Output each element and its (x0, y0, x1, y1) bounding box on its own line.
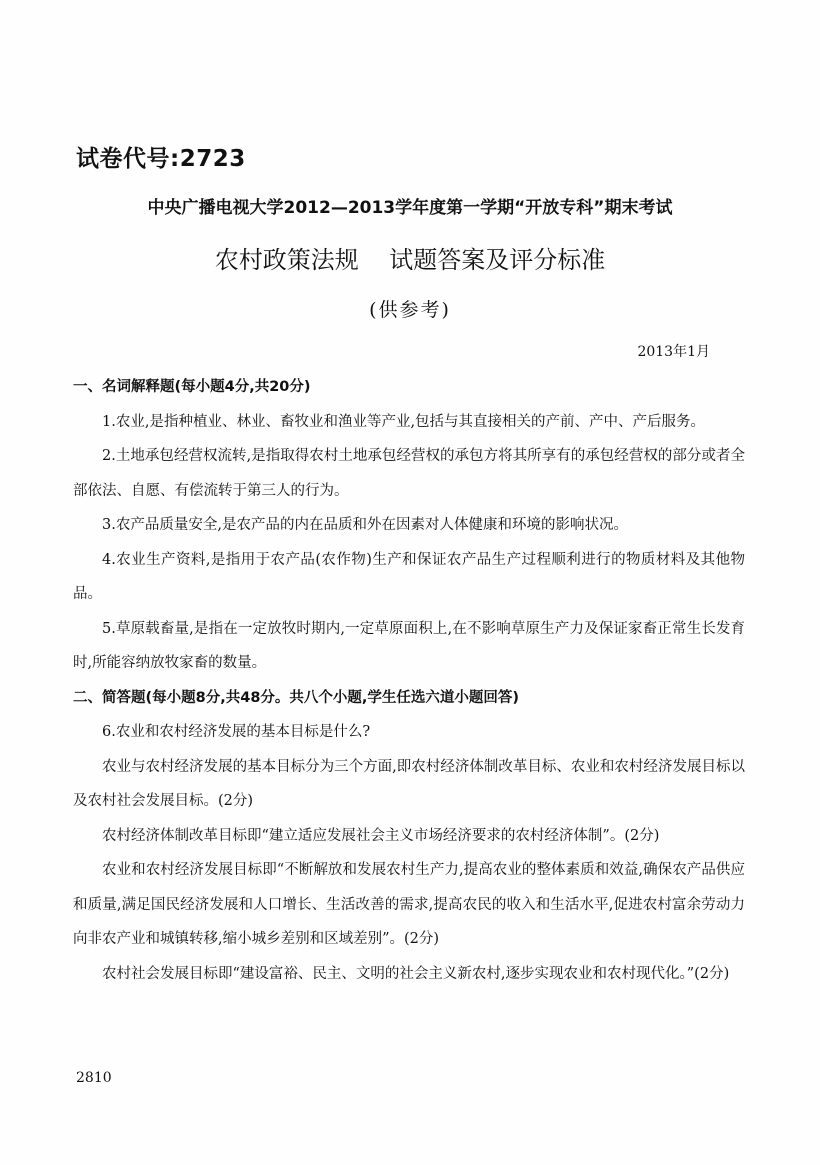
answer-paragraph-4: 农村社会发展目标即“建设富裕、民主、文明的社会主义新农村,逐步实现农业和农村现代化。”(2分) (102, 965, 730, 982)
definition-item-4: 4.农业生产资料,是指用于农产品(农作物)生产和保证农产品生产过程顺利进行的物质材料及其他物品。 (73, 551, 745, 602)
answer-paragraph-2: 农村经济体制改革目标即“建立适应发展社会主义市场经济要求的农村经济体制”。(2分) (102, 827, 660, 844)
reference-note: (供参考) (369, 299, 451, 321)
definition-item-5: 5.草原载畜量,是指在一定放牧时期内,一定草原面积上,在不影响草原生产力及保证家畜正常生长发育时,所能容纳放牧家畜的数量。 (73, 620, 745, 671)
answer-paragraph-3: 农业和农村经济发展目标即“不断解放和发展农村生产力,提高农业的整体素质和效益,确保农产品供应和质量,满足国民经济发展和人口增长、生活改善的需求,提高农民的收入和生活水平,促进农村富余劳动力向非农产业和城镇转移,缩小城乡差别和区域差别”。(2分) (73, 862, 745, 947)
section-heading-short-answer: 二、简答题(每小题8分,共48分。共八个小题,学生任选六道小题回答) (73, 689, 520, 706)
answer-body (73, 370, 745, 991)
question-6: 6.农业和农村经济发展的基本目标是什么? (102, 724, 371, 740)
answer-paragraph-1: 农业与农村经济发展的基本目标分为三个方面,即农村经济体制改革目标、农业和农村经济发展目标以及农村社会发展目标。(2分) (73, 758, 745, 809)
exam-code: 试卷代号:2723 (76, 146, 246, 172)
definition-item-2: 2.土地承包经营权流转,是指取得农村土地承包经营权的承包方将其所享有的承包经营权的部分或者全部依法、自愿、有偿流转于第三人的行为。 (73, 448, 745, 499)
exam-date: 2013年1月 (637, 344, 710, 360)
definition-item-1: 1.农业,是指种植业、林业、畜牧业和渔业等产业,包括与其直接相关的产前、产中、产后服务。 (102, 413, 706, 430)
definition-item-3: 3.农产品质量安全,是农产品的内在品质和外在因素对人体健康和环境的影响状况。 (102, 517, 628, 533)
exam-header: 中央广播电视大学2012—2013学年度第一学期“开放专科”期末考试 (147, 198, 673, 218)
document-title: 农村政策法规 试题答案及评分标准 (214, 246, 606, 274)
section-heading-definitions: 一、名词解释题(每小题4分,共20分) (73, 379, 311, 395)
page-number: 2810 (76, 1070, 112, 1086)
